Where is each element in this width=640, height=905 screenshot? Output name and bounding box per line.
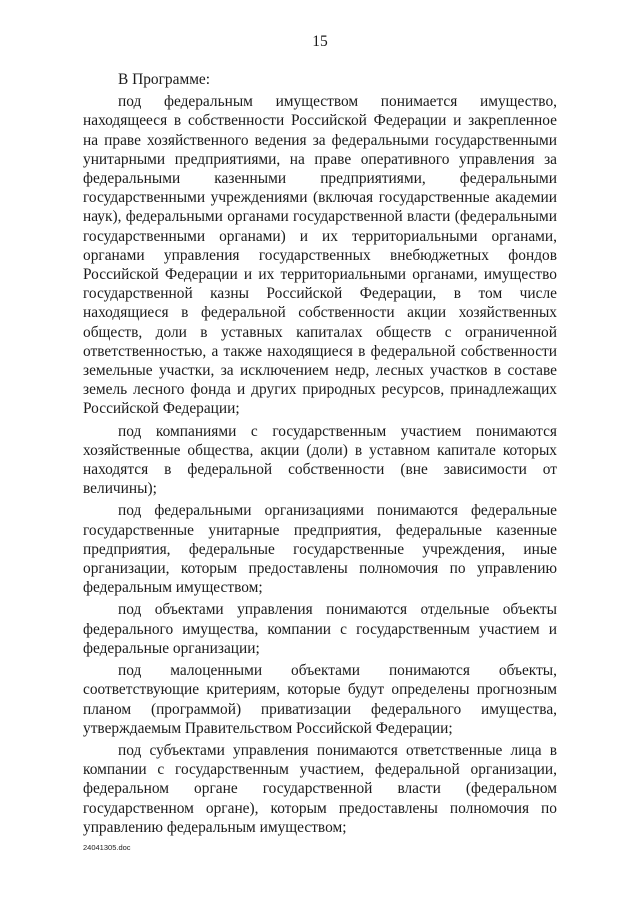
paragraph-federal-property: под федеральным имуществом понимается имущество, находящееся в собственности Российской Федерации и закрепленное на праве хозяйственного ведения за федеральными государственными унитарными предприятиями, на праве оперативного управления за федеральными казенными предприятиями, федеральными государственными учреждениями (включая государственные академии наук), федеральными органами государственной власти (федеральными государственными органами) и их территориальными органами, органами управления государственных внебюджетных фондов Российской Федерации и их территориальными органами, имущество государственной казны Российской Федерации, в том числе находящиеся в федеральной собственности акции хозяйственных обществ, доли в уставных капиталах обществ с ограниченной ответственностью, а также находящиеся в федеральной собственности земельные участки, за исключением недр, лесных участков в составе земель лесного фонда и других природных ресурсов, принадлежащих Российской Федерации; [83, 93, 557, 418]
paragraph-management-subjects: под субъектами управления понимаются ответственные лица в компании с государственным участием, федеральной организации, федеральном органе государственной власти (федеральном государственном органе), которым предоставлены полномочия по управлению федеральным имуществом; [83, 741, 557, 836]
paragraph-management-objects: под объектами управления понимаются отдельные объекты федерального имущества, компании с государственным участием и федеральные организации; [83, 601, 557, 657]
paragraph-state-companies: под компаниями с государственным участием понимаются хозяйственные общества, акции (доли) в уставном капитале которых находятся в федеральной собственности (вне зависимости от величины); [83, 422, 557, 498]
paragraph-low-value-objects: под малоценными объектами понимаются объекты, соответствующие критериям, которые будут определены прогнозным планом (программой) приватизации федерального имущества, утверждаемым Правительством Российской Федерации; [83, 662, 557, 737]
document-body [83, 70, 557, 837]
footer-file-name: 24041305.doc [83, 843, 131, 852]
page-number: 15 [312, 33, 328, 50]
paragraph-federal-organizations: под федеральными организациями понимаются федеральные государственные унитарные предприятия, федеральные казенные предприятия, федеральные государственные учреждения, иные организации, которым предоставлены полномочия по управлению федеральным имуществом; [83, 502, 557, 597]
paragraph-intro: В Программе: [118, 71, 211, 88]
